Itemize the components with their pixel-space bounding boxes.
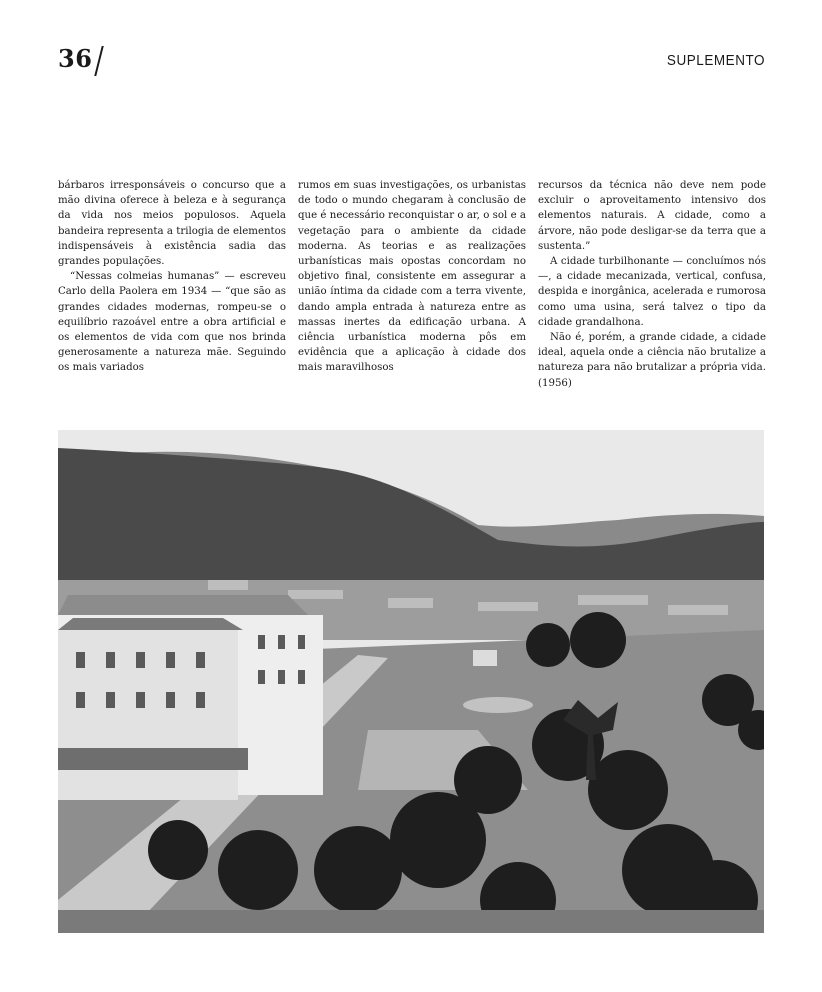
paragraph: A cidade turbilhonante — concluímos nós —, a cidade mecanizada, vertical, confusa, despida e inorgânica, acelerada e rumorosa como uma usina, será talvez o tipo da cidade grandalhona.	[538, 256, 766, 328]
text-column-2	[298, 178, 526, 391]
foreground-terrace	[58, 910, 764, 933]
bandstand	[473, 650, 497, 666]
page-number-divider	[94, 46, 103, 76]
paragraph: bárbaros irresponsáveis o concurso que a mão divina oferece à beleza e à segurança da vida nos meios populosos. Aquela bandeira representa a trilogia de elementos indispensáveis à existência sadia das grandes populações.	[58, 180, 286, 268]
paragraph: recursos da técnica não deve nem pode excluir o aproveitamento intensivo dos elementos naturais. A cidade, como a árvore, não pode desligar-se da terra que a sustenta.”	[538, 180, 766, 252]
section-label: SUPLEMENTO	[666, 52, 765, 69]
text-column-3	[538, 178, 766, 391]
paragraph: rumos em suas investigações, os urbanistas de todo o mundo chegaram à conclusão de que é necessário reconquistar o ar, o sol e a vegetação para o ambiente da cidade moderna. As teorias e as realizações urbanísticas mais opostas concordam no objetivo final, consistente em assegurar a união íntima da cidade com a terra vivente, dando ampla entrada à natureza entre as massas inertes da edificação urbana. A ciência urbanística moderna pôs em evidência que a aplicação à cidade dos mais maravilhosos	[298, 180, 526, 374]
article-body	[58, 178, 766, 391]
text-column-1	[58, 178, 286, 391]
city-square-illustration	[58, 430, 764, 933]
paragraph: Não é, porém, a grande cidade, a cidade ideal, aquela onde a ciência não brutalize a natureza para não brutalizar a própria vida. (1956)	[538, 332, 766, 389]
plaza-fountain	[463, 697, 533, 713]
page-number: 36	[58, 44, 93, 73]
grand-hotel-building	[58, 595, 323, 800]
historic-city-photo	[58, 430, 764, 933]
paragraph: “Nessas colmeias humanas” — escreveu Carlo della Paolera em 1934 — “que são as grandes cidades modernas, rompeu-se o equilíbrio razoável entre a obra artificial e os elementos de vida com que nos brinda generosamente a natureza mãe. Seguindo os mais variados	[58, 271, 286, 374]
